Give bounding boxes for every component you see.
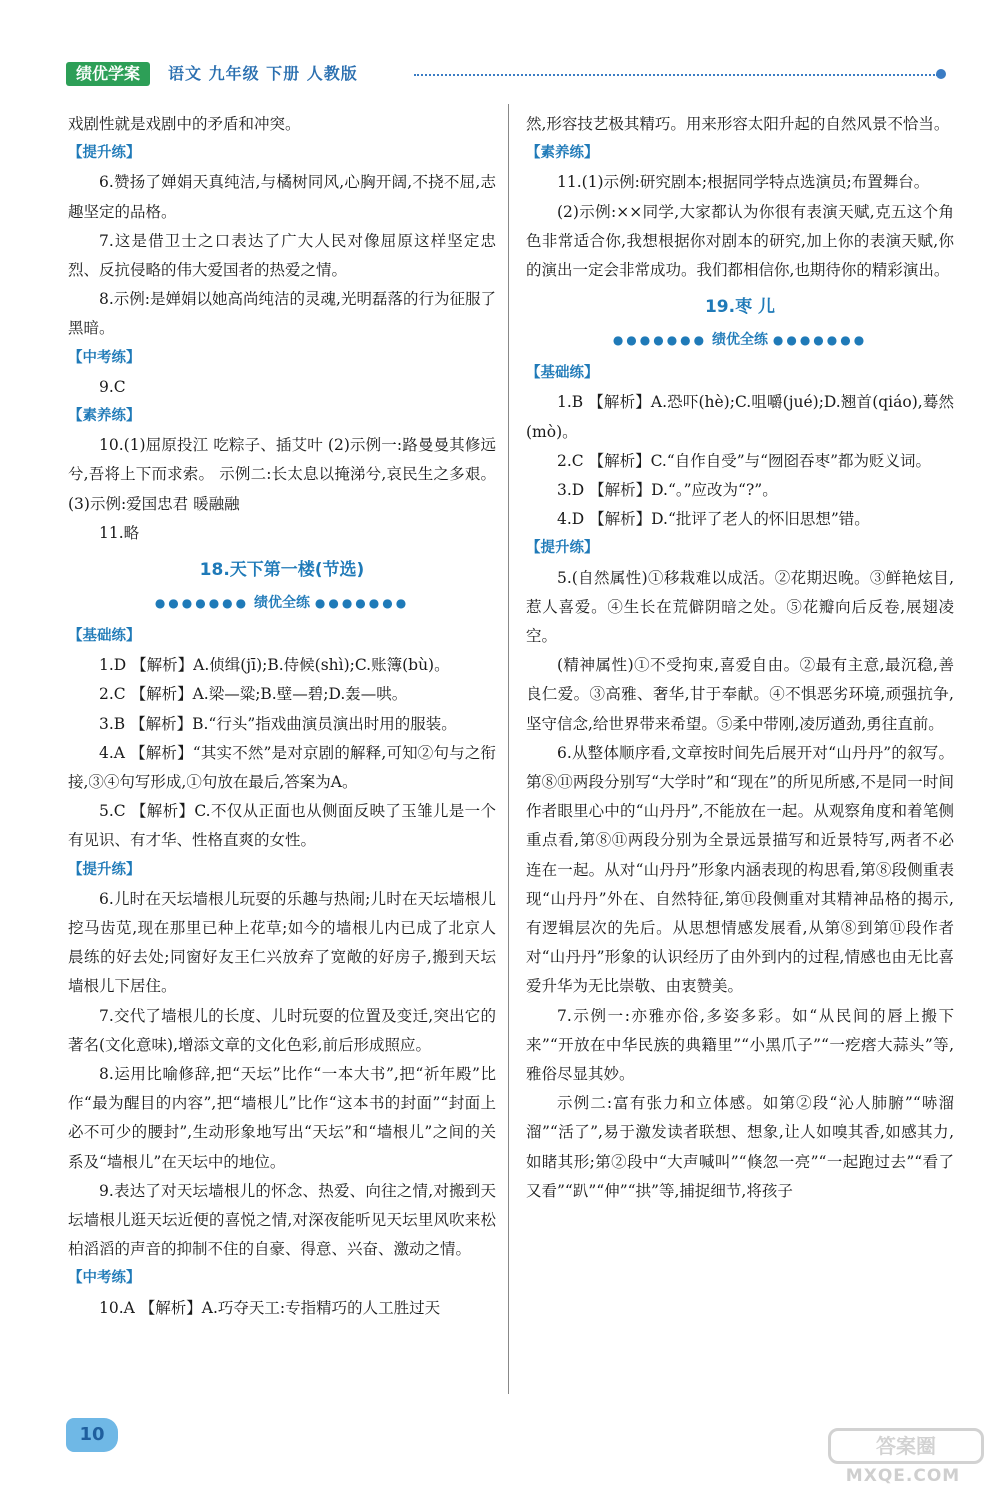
column-divider <box>508 104 509 1394</box>
answer-text: 8.示例:是婵娟以她高尚纯洁的灵魂,光明磊落的行为征服了黑暗。 <box>68 290 496 338</box>
section-tag: 【素养练】 <box>68 408 141 424</box>
answer-text: 4.D 【解析】D.“批评了老人的怀旧思想”错。 <box>557 510 870 529</box>
exercise-band <box>68 588 496 622</box>
answer-text: 9.表达了对天坛墙根儿的怀念、热爱、向往之情,对搬到天坛墙根儿逛天坛近便的喜悦之情,对深夜能听见天坛里风吹来松柏滔滔的声音的抑制不住的自豪、得意、兴奋、激动之情。 <box>68 1181 496 1259</box>
band-dots-icon: ●●●●●●● <box>772 333 868 348</box>
book-logo: 绩优学案 <box>66 62 150 86</box>
answer-text: 6.赞扬了婵娟天真纯洁,与橘树同风,心胸开阔,不挠不屈,志趣坚定的品格。 <box>68 173 496 221</box>
answer-text: 8.运用比喻修辞,把“天坛”比作“一本大书”,把“祈年殿”比作“最为醒目的内容”,把“墙根儿”比作“这本书的封面”“封面上必不可少的腰封”,生动形象地写出“天坛”和“墙根儿”之间的关系及“墙根儿”在天坛中的地位。 <box>68 1065 496 1171</box>
section-tag: 【提升练】 <box>68 145 141 162</box>
answer-text: 11.(1)示例:研究剧本;根据同学特点选演员;布置舞台。 <box>557 173 930 192</box>
header-dot-icon <box>936 69 946 79</box>
exercise-band <box>526 325 954 359</box>
answer-text: 10.A 【解析】A.巧夺天工:专指精巧的人工胜过天 <box>99 1298 441 1317</box>
answer-text: (精神属性)①不受拘束,喜爱自由。②最有主意,最沉稳,善良仁爱。③高雅、奢华,甘于奉献。④不惧恶劣环境,顽强抗争,坚守信念,给世界带来希望。⑤柔中带刚,凌厉遒劲,勇往直前。 <box>526 656 954 733</box>
lesson-title: 18.天下第一楼(节选) <box>199 560 365 580</box>
header-dotted-line <box>414 74 938 76</box>
answer-text: 5.(自然属性)①移栽难以成活。②花期迟晚。③鲜艳炫目,惹人喜爱。④生长在荒僻阴暗之处。⑤花瓣向后反卷,展翅凌空。 <box>526 568 954 645</box>
band-label: 绩优全练 <box>254 595 310 611</box>
lesson-title: 19.枣 儿 <box>704 297 776 318</box>
answer-text: 示例二:富有张力和立体感。如第②段“沁人肺腑”“哧溜溜”“活了”,易于激发读者联想、想象,让人如嗅其香,如感其力,如睹其形;第②段中“大声喊叫”“倏忽一亮”“一起跑过去”“看了又看”“趴”“伸”“拱”等,捕捉细节,将孩子 <box>526 1094 954 1200</box>
section-tag: 【提升练】 <box>68 861 141 878</box>
answer-text: 3.B 【解析】B.“行头”指戏曲演员演出时用的服装。 <box>99 714 457 733</box>
answer-text: (2)示例:××同学,大家都认为你很有表演天赋,克五这个角色非常适合你,我想根据你对剧本的研究,加上你的表演天赋,你的演出一定会非常成功。我们都相信你,也期待你的精彩演出。 <box>526 202 954 279</box>
answer-text: 5.C 【解析】C.不仅从正面也从侧面反映了玉雏儿是一个有见识、有才华、性格直爽的女性。 <box>68 802 496 850</box>
band-dots-icon: ●●●●●●● <box>612 333 708 348</box>
watermark-url: MXQE.COM <box>845 1466 961 1486</box>
section-tag: 【提升练】 <box>526 540 599 557</box>
band-dots-icon: ●●●●●●● <box>154 596 250 610</box>
answer-text: 6.儿时在天坛墙根儿玩耍的乐趣与热闹;儿时在天坛墙根儿挖马齿苋,现在那里已种上花草;如今的墙根儿内已成了北京人晨练的好去处;同窗好友王仁兴放弃了宽敞的好房子,搬到天坛墙根儿下居住。 <box>68 889 496 996</box>
answer-text: 11.略 <box>99 523 140 542</box>
left-column <box>68 110 496 1323</box>
answer-text: 2.C 【解析】C.“自作自受”与“囫囵吞枣”都为贬义词。 <box>557 451 932 470</box>
section-tag: 【中考练】 <box>68 1270 141 1287</box>
section-tag: 【基础练】 <box>526 365 599 382</box>
answer-text: 2.C 【解析】A.梁—粱;B.壁—碧;D.轰—哄。 <box>99 685 408 704</box>
section-tag: 【基础练】 <box>68 628 141 644</box>
watermark-logo: 答案圈 <box>828 1428 984 1464</box>
answer-text: 1.B 【解析】A.恐吓(hè);C.咀嚼(jué);D.翘首(qiáo),蓦然(mò)。 <box>526 393 954 441</box>
answer-text: 7.交代了墙根儿的长度、儿时玩耍的位置及变迁,突出它的著名(文化意味),增添文章的文化色彩,前后形成照应。 <box>68 1006 496 1054</box>
answer-text: 4.A 【解析】“其实不然”是对京剧的解释,可知②句与之衔接,③④句写形成,①句放在最后,答案为A。 <box>68 743 496 791</box>
answer-text: 7.示例一:亦雅亦俗,多姿多彩。如“从民间的唇上搬下来”“开放在中华民族的典籍里”“小黑爪子”“一疙瘩大蒜头”等,雅俗尽显其妙。 <box>526 1006 954 1084</box>
answer-text: 6.从整体顺序看,文章按时间先后展开对“山丹丹”的叙写。第⑧⑪两段分别写“大学时”和“现在”的所见所感,不是同一时间作者眼里心中的“山丹丹”,不能放在一起。从观察角度和着笔侧重点看,第⑧⑪两段分别为全景远景描写和近景特写,两者不必连在一起。从对“山丹丹”形象内涵表现的构思看,第⑧段侧重表现“山丹丹”外在、自然特征,第⑪段侧重对其精神品格的揭示,有逻辑层次的先后。从思想情感发展看,从第⑧到第⑪段作者对“山丹丹”形象的认识经历了由外到内的过程,情感也由无比喜爱升华为无比崇敬、由衷赞美。 <box>526 743 954 996</box>
watermark <box>828 1428 978 1484</box>
answer-text: 1.D 【解析】A.侦缉(jī);B.侍候(shì);C.账簿(bù)。 <box>99 656 450 675</box>
answer-text: 戏剧性就是戏剧中的矛盾和冲突。 <box>68 115 301 133</box>
section-tag: 【中考练】 <box>68 349 141 366</box>
answer-text: 9.C <box>99 377 126 396</box>
page-number: 10 <box>66 1418 118 1452</box>
section-tag: 【素养练】 <box>526 145 599 162</box>
right-column <box>526 110 954 1206</box>
band-label: 绩优全练 <box>712 332 768 349</box>
band-dots-icon: ●●●●●●● <box>314 596 410 610</box>
answer-text: 7.这是借卫士之口表达了广大人民对像屈原这样坚定忠烈、反抗侵略的伟大爱国者的热爱之情。 <box>68 231 496 279</box>
answer-text: 然,形容技艺极其精巧。用来形容太阳升起的自然风景不恰当。 <box>526 115 950 133</box>
answer-text: 10.(1)屈原投江 吃粽子、插艾叶 (2)示例一:路曼曼其修远兮,吾将上下而求索。 示例二:长太息以掩涕兮,哀民生之多艰。 (3)示例:爱国忠君 暖融融 <box>68 436 496 513</box>
subject-label: 语文 九年级 下册 人教版 <box>168 64 358 83</box>
page-header <box>66 62 946 88</box>
answer-text: 3.D 【解析】D.“。”应改为“?”。 <box>557 481 778 499</box>
